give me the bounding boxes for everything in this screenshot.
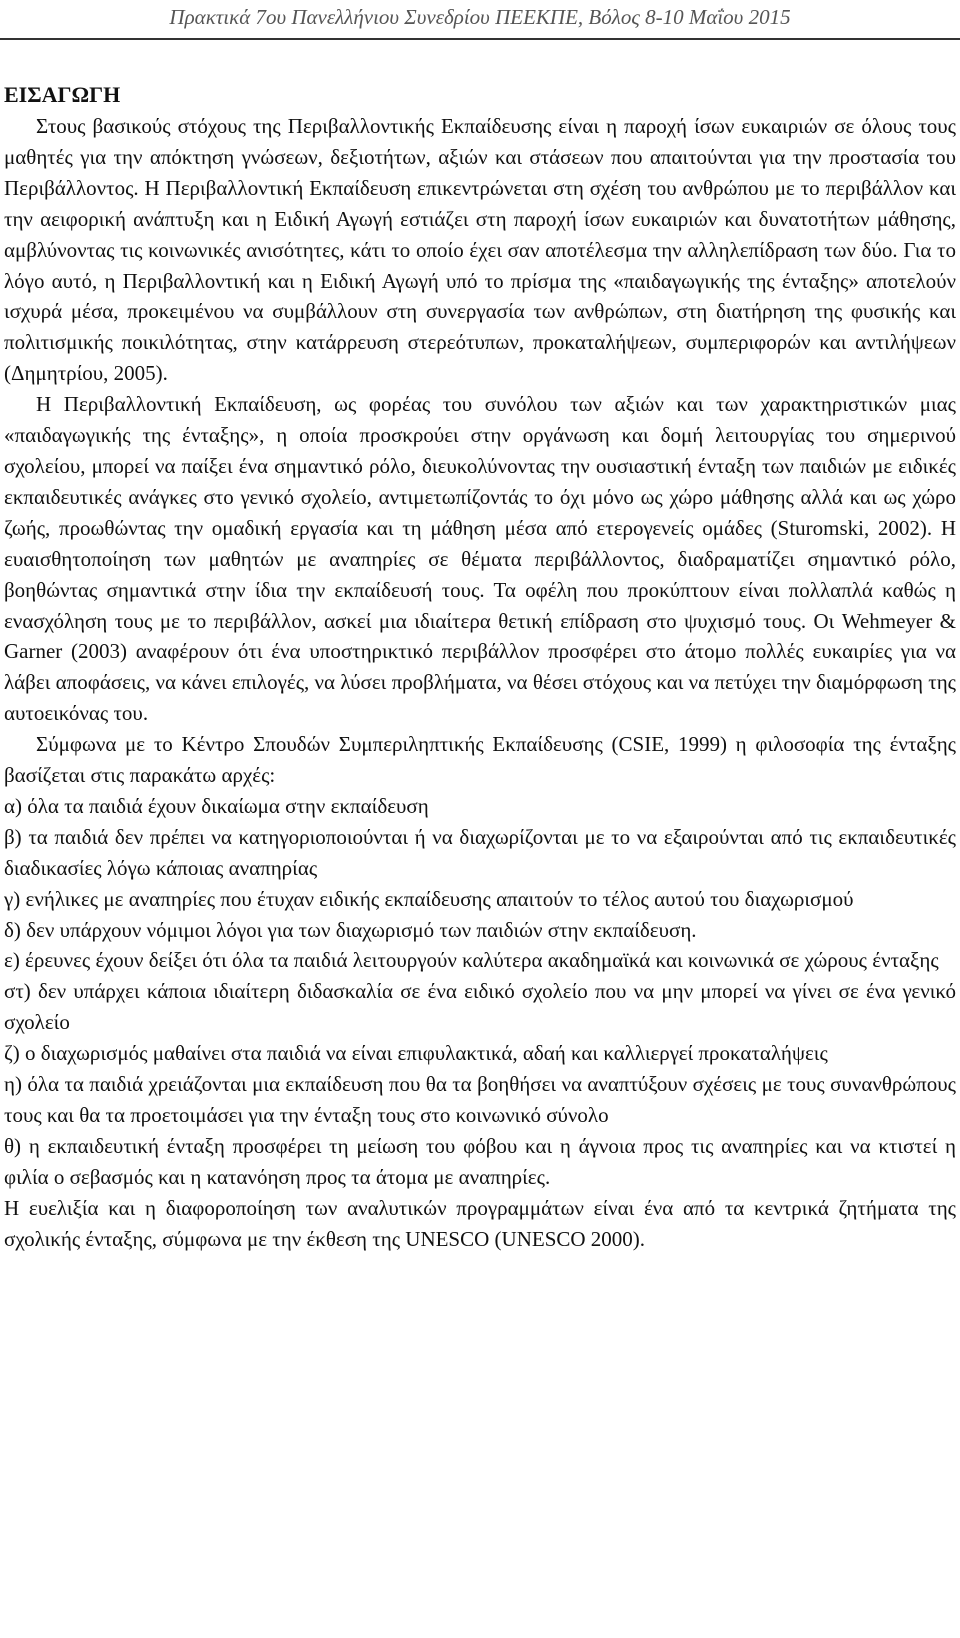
principle-item: θ) η εκπαιδευτική ένταξη προσφέρει τη μείωση του φόβου και η άγνοια προς τις αναπηρίες και να κτιστεί η φιλία ο σεβασμός και η κατανόηση προς τα άτομα με αναπηρίες.	[4, 1133, 956, 1189]
section-title: ΕΙΣΑΓΩΓΗ	[4, 82, 121, 107]
running-header: Πρακτικά 7ου Πανελλήνιου Συνεδρίου ΠΕΕΚΠΕ, Βόλος 8-10 Μαΐου 2015	[169, 5, 791, 29]
principle-item: β) τα παιδιά δεν πρέπει να κατηγοριοποιούνται ή να διαχωρίζονται με το να εξαιρούνται από τις εκπαιδευτικές διαδικασίες λόγω κάποιας αναπηρίας	[4, 824, 956, 880]
principle-item: γ) ενήλικες με αναπηρίες που έτυχαν ειδικής εκπαίδευσης απαιτούν το τέλος αυτού του διαχωρισμού	[4, 886, 854, 911]
principle-item: δ) δεν υπάρχουν νόμιμοι λόγοι για των διαχωρισμό των παιδιών στην εκπαίδευση.	[4, 917, 697, 942]
page-body	[4, 78, 956, 1255]
principles-intro: Σύμφωνα με το Κέντρο Σπουδών Συμπεριληπτικής Εκπαίδευσης (CSIE, 1999) η φιλοσοφία της ένταξης βασίζεται στις παρακάτω αρχές:	[4, 732, 956, 788]
closing-paragraph: Η ευελιξία και η διαφοροποίηση των αναλυτικών προγραμμάτων είναι ένα από τα κεντρικά ζητήματα της σχολικής ένταξης, σύμφωνα με την έκθεση της UNESCO (UNESCO 2000).	[4, 1195, 956, 1251]
header-rule	[0, 38, 960, 40]
principle-item: ζ) ο διαχωρισμός μαθαίνει στα παιδιά να είναι επιφυλακτικά, αδαή και καλλιεργεί προκαταλήψεις	[4, 1041, 828, 1066]
principle-item: η) όλα τα παιδιά χρειάζονται μια εκπαίδευση που θα τα βοηθήσει να αναπτύξουν σχέσεις με τους συνανθρώπους τους και θα τα προετοιμάσει για την ένταξη τους στο κοινωνικό σύνολο	[4, 1072, 956, 1127]
principle-item: στ) δεν υπάρχει κάποια ιδιαίτερη διδασκαλία σε ένα ειδικό σχολείο που να μην μπορεί να γίνει σε ένα γενικό σχολείο	[4, 979, 956, 1035]
principle-item: ε) έρευνες έχουν δείξει ότι όλα τα παιδιά λειτουργούν καλύτερα ακαδημαϊκά και κοινωνικά σε χώρους ένταξης	[4, 948, 939, 973]
intro-paragraph: Στους βασικούς στόχους της Περιβαλλοντικής Εκπαίδευσης είναι η παροχή ίσων ευκαιριών σε όλους τους μαθητές για την απόκτηση γνώσεων, δεξιοτήτων, αξιών και στάσεων που απαιτούνται για την προστασία του Περιβάλλοντος. Η Περιβαλλοντική Εκπαίδευση επικεντρώνεται στη σχέση του ανθρώπου με το περιβάλλον και την αειφορική ανάπτυξη και η Ειδική Αγωγή εστιάζει στη παροχή ίσων ευκαιριών και δυνατοτήτων μάθησης, αμβλύνοντας τις κοινωνικές ανισότητες, κάτι το οποίο έχει σαν αποτέλεσμα την αλληλεπίδραση των δύο. Για το λόγο αυτό, η Περιβαλλοντική και η Ειδική Αγωγή υπό το πρίσμα της «παιδαγωγικής της ένταξης» αποτελούν ισχυρά μέσα, προκειμένου να συμβάλλουν στη συνεργασία των ανθρώπων, στη διατήρηση της φυσικής και πολιτισμικής ποικιλότητας, στην κατάρρευση στερεότυπων, προκαταλήψεων, συμπεριφορών και αντιλήψεων (Δημητρίου, 2005).	[4, 114, 956, 386]
body-paragraph: Η Περιβαλλοντική Εκπαίδευση, ως φορέας του συνόλου των αξιών και των χαρακτηριστικών μιας «παιδαγωγικής της ένταξης», η οποία προσκρούει στην οργάνωση και δομή λειτουργίας του σημερινού σχολείου, μπορεί να παίξει ένα σημαντικό ρόλο, διευκολύνοντας την ουσιαστική ένταξη των παιδιών με ειδικές εκπαιδευτικές ανάγκες στο γενικό σχολείο, αντιμετωπίζοντάς το όχι μόνο ως χώρο μάθησης αλλά και ως χώρο ζωής, προωθώντας την ομαδική εργασία και τη μάθηση μέσα από ετερογενείς ομάδες (Sturomski, 2002). Η ευαισθητοποίηση των μαθητών με αναπηρίες σε θέματα περιβάλλοντος, διαδραματίζει σημαντικό ρόλο, βοηθώντας σημαντικά στην ίδια την εκπαίδευσή τους. Τα οφέλη που προκύπτουν είναι πολλαπλά καθώς η ενασχόληση τους με το περιβάλλον, ασκεί μια ιδιαίτερα θετική επίδραση στο ψυχισμό τους. Οι Wehmeyer & Garner (2003) αναφέρουν ότι ένα υποστηρικτικό περιβάλλον προσφέρει στο άτομο πολλές ευκαιρίες για να λάβει αποφάσεις, να κάνει επιλογές, να λύσει προβλήματα, να θέσει στόχους και να πετύχει την διαμόρφωση της αυτοεικόνας του.	[4, 392, 956, 726]
principle-item: α) όλα τα παιδιά έχουν δικαίωμα στην εκπαίδευση	[4, 793, 429, 818]
